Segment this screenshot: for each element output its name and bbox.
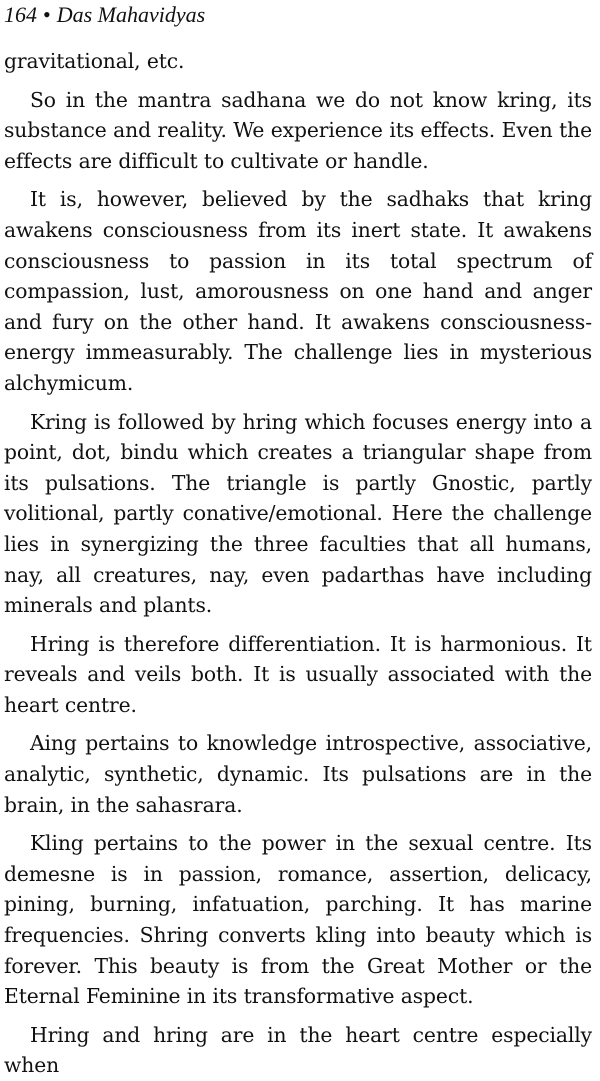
running-head bbox=[4, 0, 592, 30]
paragraph: Hring and hring are in the heart centre especially when bbox=[4, 1022, 592, 1078]
paragraph-continuation: gravitational, etc. bbox=[4, 49, 185, 73]
paragraph: Kling pertains to the power in the sexual centre. Its demesne is in passion, romance, assertion, delicacy, pining, burning, infatuation, parching. It has marine frequencies. Shring converts kling into beauty which is forever. This beauty is from the Great Mother or the Eternal Feminine in its transformative aspect. bbox=[4, 831, 592, 1009]
body-text bbox=[4, 46, 592, 1081]
paragraph: So in the mantra sadhana we do not know kring, its substance and reality. We experience its effects. Even the effects are difficult to cultivate or handle. bbox=[4, 87, 592, 173]
page-number: 164 bbox=[4, 2, 37, 27]
paragraph: Kring is followed by hring which focuses energy into a point, dot, bindu which creates a triangular shape from its pulsations. The triangle is partly Gnostic, partly volitional, partly conative/emotional. Here the challenge lies in synergizing the three faculties that all humans, nay, all creatures, nay, even padarthas have including minerals and plants. bbox=[4, 409, 592, 618]
paragraph: Hring is therefore differentiation. It is harmonious. It reveals and veils both. It is usually associated with the heart centre. bbox=[4, 631, 592, 717]
paragraph: Aing pertains to knowledge introspective, associative, analytic, synthetic, dynamic. Its pulsations are in the brain, in the sahasrara. bbox=[4, 731, 592, 817]
paragraph: It is, however, believed by the sadhaks that kring awakens consciousness from its inert state. It awakens consciousness to passion in its total spectrum of compassion, lust, amorousness on one hand and anger and fury on the other hand. It awakens consciousness-energy immeasurably. The challenge lies in mysterious alchymicum. bbox=[4, 187, 592, 395]
header-separator: • bbox=[43, 2, 51, 27]
book-title: Das Mahavidyas bbox=[56, 2, 206, 27]
